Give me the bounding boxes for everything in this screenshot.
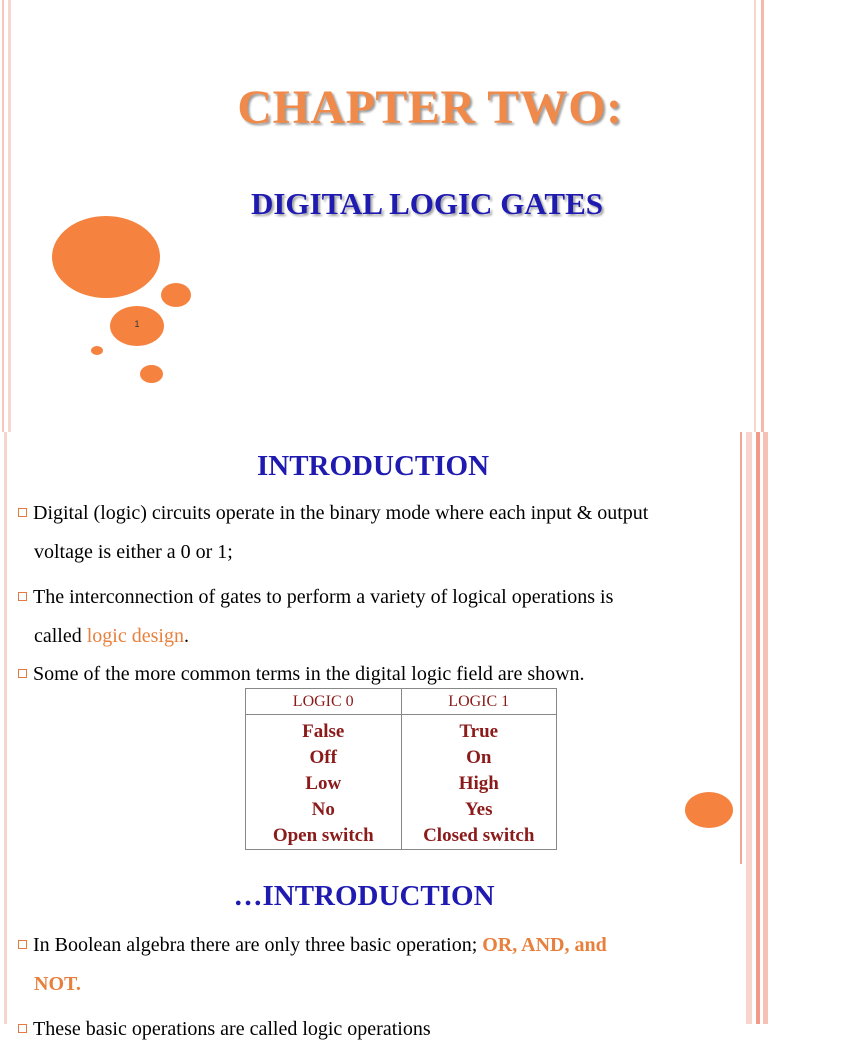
slide-1 bbox=[0, 0, 768, 432]
bullet-text: In Boolean algebra there are only three basic operation; bbox=[33, 934, 483, 956]
bullet-logic-design bbox=[18, 578, 730, 656]
decorative-circle bbox=[52, 216, 160, 298]
bullet-text: Digital (logic) circuits operate in the binary mode where each input & output bbox=[33, 502, 649, 524]
decorative-stripe bbox=[746, 432, 752, 864]
table-cell: High bbox=[458, 773, 499, 794]
bullet-text-suffix: . bbox=[183, 625, 189, 647]
bullet-binary-mode bbox=[18, 494, 730, 572]
table-header-row bbox=[246, 689, 557, 715]
table-cell: Closed switch bbox=[423, 825, 535, 846]
decorative-stripe bbox=[756, 864, 760, 1024]
decorative-stripe bbox=[740, 432, 742, 864]
slide-3 bbox=[0, 864, 768, 1040]
bullet-box-icon bbox=[18, 508, 27, 517]
decorative-circle bbox=[685, 792, 733, 828]
table-cell: True bbox=[459, 721, 499, 742]
table-header-logic0: LOGIC 0 bbox=[246, 689, 402, 715]
introduction-heading: INTRODUCTION bbox=[256, 450, 490, 482]
bullet-boolean-operations bbox=[18, 926, 730, 1004]
table-cell: False bbox=[302, 721, 345, 742]
bullet-box-icon bbox=[18, 1024, 27, 1033]
bullet-text: Some of the more common terms in the digital logic field are shown. bbox=[33, 663, 585, 685]
bullet-text-continued: voltage is either a 0 or 1; bbox=[34, 541, 233, 563]
bullet-text: These basic operations are called logic operations bbox=[33, 1018, 431, 1040]
chapter-subtitle: DIGITAL LOGIC GATES bbox=[250, 186, 603, 221]
logic-terms-table bbox=[245, 688, 557, 850]
highlighted-term-continued: NOT. bbox=[34, 973, 81, 995]
table-cell: Yes bbox=[465, 799, 493, 820]
table-cell: No bbox=[311, 799, 335, 820]
slide-number: 1 bbox=[134, 319, 140, 329]
chapter-title: CHAPTER TWO: bbox=[237, 81, 623, 134]
highlighted-term: logic design bbox=[86, 625, 184, 647]
decorative-stripe bbox=[763, 864, 768, 1024]
decorative-stripe bbox=[763, 432, 768, 864]
bullet-logic-operations bbox=[18, 1010, 730, 1049]
logic1-column bbox=[401, 715, 557, 850]
bullet-box-icon bbox=[18, 669, 27, 678]
table-header-logic1: LOGIC 1 bbox=[401, 689, 557, 715]
decorative-circle bbox=[161, 283, 191, 307]
bullet-text-continued bbox=[18, 617, 730, 656]
decorative-circle bbox=[91, 346, 103, 355]
decorative-circle bbox=[140, 365, 163, 383]
table-cell: Open switch bbox=[272, 825, 374, 846]
bullet-text-prefix: called bbox=[34, 625, 87, 647]
bullet-box-icon bbox=[18, 592, 27, 601]
decorative-stripe bbox=[4, 432, 7, 864]
bullet-text: The interconnection of gates to perform a variety of logical operations is bbox=[33, 586, 614, 608]
table-cell: Off bbox=[309, 747, 337, 768]
bullet-box-icon bbox=[18, 940, 27, 949]
table-cell: On bbox=[466, 747, 492, 768]
decorative-stripe bbox=[746, 864, 752, 1024]
slide-2 bbox=[0, 432, 768, 864]
table-cell: Low bbox=[305, 773, 342, 794]
introduction-continued-heading: …INTRODUCTION bbox=[233, 880, 495, 912]
table-row bbox=[246, 715, 557, 850]
highlighted-term: OR, AND, and bbox=[482, 934, 607, 956]
logic0-column bbox=[246, 715, 402, 850]
decorative-stripe bbox=[756, 432, 760, 864]
bullet-common-terms bbox=[18, 658, 730, 690]
